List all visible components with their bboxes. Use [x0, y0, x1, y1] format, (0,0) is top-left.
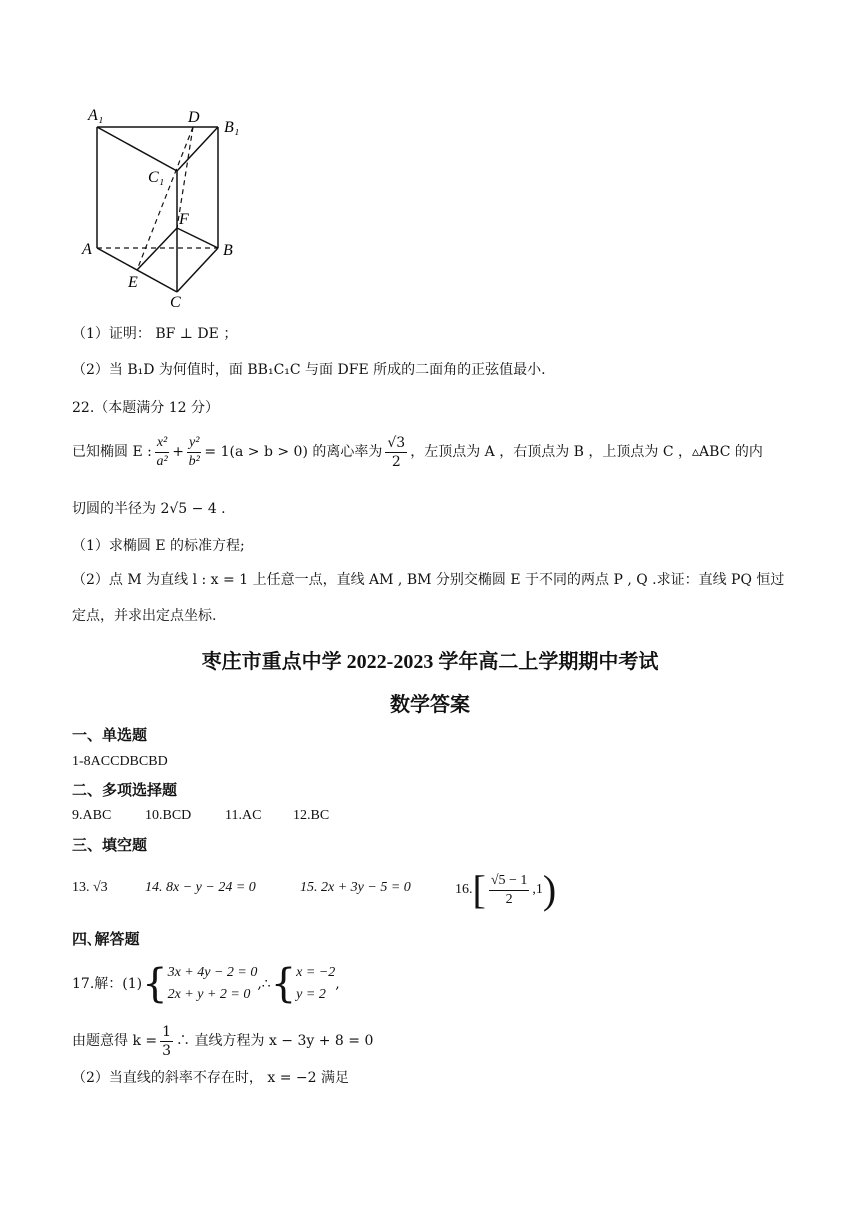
- q22-stem-line1: [72, 430, 763, 474]
- q17-part2: （2）当直线的斜率不存在时， x = −2 满足: [72, 1070, 349, 1086]
- brace-left-icon-2: {: [270, 961, 297, 1007]
- q17-k-den: 3: [162, 1042, 172, 1059]
- q17-therefore: ,∴: [257, 976, 271, 992]
- q22-part2-line2: 定点，并求出定点坐标.: [72, 608, 217, 624]
- answer-title: 枣庄市重点中学 2022-2023 学年高二上学期期中考试: [201, 651, 659, 673]
- q17-k-rest: ∴ 直线方程为 x − 3y + 8 = 0: [176, 1033, 374, 1049]
- label-f: F: [179, 211, 189, 228]
- q22-stem-cond: = 1(a > b > 0) 的离心率为: [204, 444, 383, 460]
- answer-16-num: √5 − 1: [489, 872, 530, 891]
- single-choice-answers: 1-8ACCDBCBD: [72, 754, 168, 769]
- answer-16-frac: [489, 872, 530, 909]
- label-a1: A₁: [88, 107, 104, 124]
- q22-plus: +: [172, 444, 184, 460]
- label-b1: B₁: [224, 119, 240, 136]
- brace-left-icon: {: [142, 961, 168, 1007]
- q21-part1: （1）证明： BF ⊥ DE ；: [72, 326, 238, 342]
- section-single-choice: 一、单选题: [72, 726, 148, 744]
- q22-stem-prefix: 已知椭圆 E :: [72, 444, 152, 460]
- q22-frac-x: [155, 434, 169, 471]
- multi-choice-answer-12: 12.BC: [293, 808, 330, 823]
- multi-choice-answer-10: 10.BCD: [145, 808, 192, 823]
- q17-eq1: 3x + 4y − 2 = 0: [167, 965, 258, 980]
- edge-c-b: [177, 248, 218, 292]
- q22-ecc-den: 2: [391, 453, 401, 470]
- q17-line2: [72, 1020, 373, 1062]
- multi-choice-answer-11: 11.AC: [225, 808, 262, 823]
- section-fill-blank: 三、填空题: [72, 836, 148, 854]
- prism-figure: [70, 100, 270, 315]
- q22-part1: （1）求椭圆 E 的标准方程;: [72, 538, 245, 554]
- label-a: A: [82, 241, 92, 258]
- answer-subtitle: 数学答案: [390, 694, 470, 716]
- label-d: D: [188, 109, 200, 126]
- answer-14: 14. 8x − y − 24 = 0: [145, 880, 256, 895]
- q22-frac-y-den: b²: [188, 453, 200, 469]
- answer-16-den: 2: [505, 891, 513, 907]
- answer-16-suffix: ,1: [532, 882, 543, 897]
- q22-frac-y: [187, 434, 201, 471]
- bracket-left-icon: [: [472, 867, 486, 912]
- answer-15: 15. 2x + 3y − 5 = 0: [300, 880, 411, 895]
- section-solutions: 四､解答题: [72, 930, 140, 948]
- section-multi-choice: 二、多项选择题: [72, 781, 178, 799]
- q22-frac-x-num: x²: [155, 434, 169, 453]
- answer-16-prefix: 16.: [455, 882, 473, 897]
- label-b: B: [223, 242, 233, 259]
- q17-comma: ,: [335, 976, 340, 992]
- answer-16: [455, 866, 556, 914]
- q22-ecc-num: √3: [387, 434, 406, 451]
- q17-system: [168, 962, 258, 1006]
- q22-frac-x-den: a²: [156, 453, 168, 469]
- q22-stem-rest: ，左顶点为 A ，右顶点为 B ，上顶点为 C ，▵ABC 的内: [410, 444, 763, 460]
- label-c: C: [170, 294, 181, 311]
- q17-eq2: 2x + y + 2 = 0: [167, 987, 251, 1002]
- multi-choice-answer-9: 9.ABC: [72, 808, 112, 823]
- q22-stem-line2: 切圆的半径为 2√5 − 4 .: [72, 501, 226, 517]
- q17-prefix: 17.解：(1): [72, 976, 143, 992]
- paren-right-icon: ): [542, 867, 557, 912]
- q22-header: 22.（本题满分 12 分）: [72, 400, 219, 416]
- q17-k-num: 1: [162, 1023, 172, 1040]
- edge-a1-c1: [97, 127, 177, 171]
- q22-frac-y-num: y²: [187, 434, 201, 453]
- q17-sol2: y = 2: [296, 987, 326, 1002]
- answer-13: 13. √3: [72, 880, 108, 895]
- edge-d-e-hidden: [137, 127, 193, 270]
- q17-sol1: x = −2: [296, 965, 336, 980]
- q22-ecc: [385, 434, 407, 471]
- q17-line1: [72, 958, 340, 1010]
- edge-e-f: [137, 228, 177, 270]
- q17-k-prefix: 由题意得 k =: [72, 1033, 158, 1049]
- q17-solution: [296, 962, 335, 1006]
- edge-c1-b1: [177, 127, 218, 171]
- q22-part2-line1: （2）点 M 为直线 l : x = 1 上任意一点，直线 AM , BM 分别交椭圆 E 于不同的两点 P , Q .求证：直线 PQ 恒过: [72, 572, 785, 588]
- q21-part2: （2）当 B₁D 为何值时，面 BB₁C₁C 与面 DFE 所成的二面角的正弦值最小.: [72, 362, 546, 378]
- q17-k-frac: [160, 1023, 173, 1060]
- label-e: E: [128, 274, 138, 291]
- edge-f-b: [177, 228, 218, 248]
- label-c1: C₁: [148, 169, 165, 186]
